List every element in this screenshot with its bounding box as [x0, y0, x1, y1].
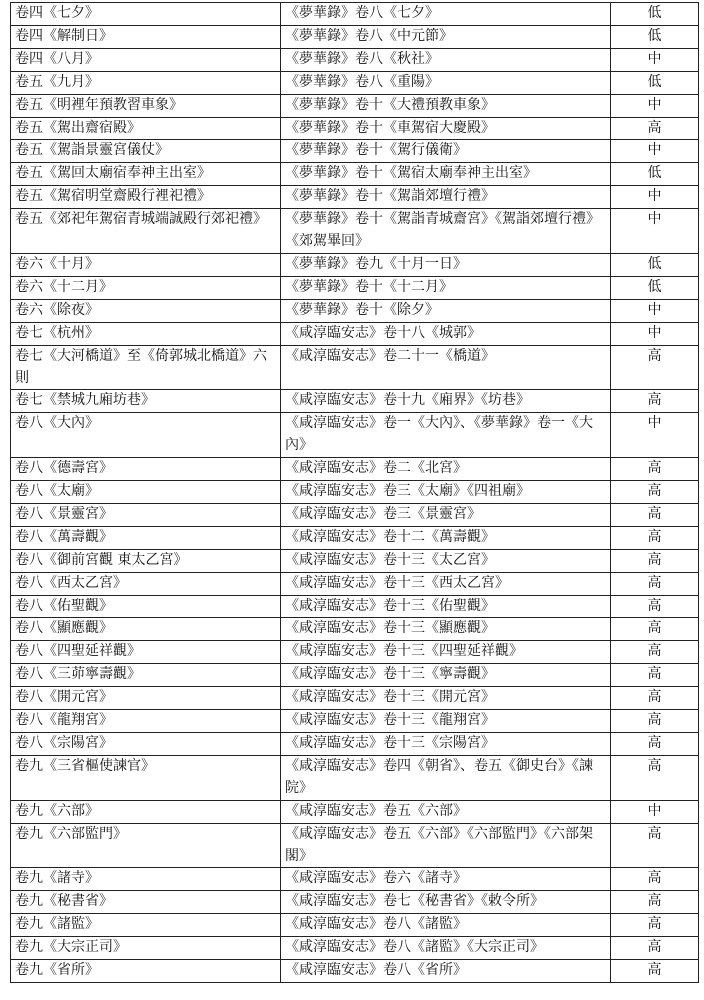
table-row [11, 595, 699, 618]
level-cell: 中 [611, 94, 699, 117]
source-cell: 《咸淳臨安志》卷八《省所》 [281, 960, 611, 983]
table-row [11, 641, 699, 664]
table-row [11, 481, 699, 504]
volume-cell: 卷六《十月》 [11, 253, 281, 276]
volume-cell: 卷八《德壽宮》 [11, 458, 281, 481]
source-cell: 《咸淳臨安志》卷十二《萬壽觀》 [281, 526, 611, 549]
volume-cell: 卷八《開元宮》 [11, 687, 281, 710]
source-cell: 《夢華錄》卷十《駕詣郊壇行禮》 [281, 186, 611, 209]
level-cell: 高 [611, 664, 699, 687]
level-cell: 中 [611, 48, 699, 71]
level-cell: 低 [611, 253, 699, 276]
level-cell: 高 [611, 117, 699, 140]
source-cell: 《夢華錄》卷九《十月一日》 [281, 253, 611, 276]
source-cell: 《咸淳臨安志》卷十三《四聖延祥觀》 [281, 641, 611, 664]
source-cell: 《咸淳臨安志》卷十九《廂界》《坊巷》 [281, 390, 611, 413]
volume-cell: 卷九《三省樞使諫官》 [11, 755, 281, 800]
table-row [11, 299, 699, 322]
source-cell: 《咸淳臨安志》卷一《大內》、《夢華錄》卷一《大內》 [281, 413, 611, 458]
table-row [11, 25, 699, 48]
level-cell: 中 [611, 299, 699, 322]
table-row [11, 48, 699, 71]
level-cell: 高 [611, 823, 699, 868]
level-cell: 中 [611, 322, 699, 345]
source-cell: 《夢華錄》卷八《中元節》 [281, 25, 611, 48]
volume-cell: 卷八《四聖延祥觀》 [11, 641, 281, 664]
volume-cell: 卷七《大河橋道》至《倚郭城北橋道》六則 [11, 345, 281, 390]
volume-cell: 卷八《御前宮觀 東太乙宮》 [11, 549, 281, 572]
volume-cell: 卷九《省所》 [11, 960, 281, 983]
level-cell: 高 [611, 755, 699, 800]
level-cell: 低 [611, 25, 699, 48]
source-cell: 《咸淳臨安志》卷十三《開元宮》 [281, 687, 611, 710]
volume-cell: 卷九《諸監》 [11, 914, 281, 937]
level-cell: 高 [611, 481, 699, 504]
level-cell: 低 [611, 276, 699, 299]
level-cell: 低 [611, 3, 699, 26]
source-cell: 《夢華錄》卷十《車駕宿大慶殿》 [281, 117, 611, 140]
level-cell: 中 [611, 186, 699, 209]
table-row [11, 71, 699, 94]
level-cell: 低 [611, 71, 699, 94]
table-row [11, 458, 699, 481]
volume-cell: 卷八《顯應觀》 [11, 618, 281, 641]
volume-cell: 卷九《秘書省》 [11, 891, 281, 914]
volume-cell: 卷八《佑聖觀》 [11, 595, 281, 618]
level-cell: 中 [611, 140, 699, 163]
table-row [11, 3, 699, 26]
level-cell: 高 [611, 503, 699, 526]
table-row [11, 572, 699, 595]
source-cell: 《夢華錄》卷十《十二月》 [281, 276, 611, 299]
volume-cell: 卷九《諸寺》 [11, 868, 281, 891]
source-cell: 《咸淳臨安志》卷二十一《橋道》 [281, 345, 611, 390]
table-row [11, 960, 699, 983]
table-row [11, 891, 699, 914]
table-row [11, 390, 699, 413]
source-cell: 《夢華錄》卷十《駕行儀衛》 [281, 140, 611, 163]
level-cell: 中 [611, 800, 699, 823]
level-cell: 中 [611, 413, 699, 458]
table-row [11, 253, 699, 276]
source-cell: 《咸淳臨安志》卷四《朝省》、卷五《御史台》《諫院》 [281, 755, 611, 800]
table-row [11, 755, 699, 800]
source-cell: 《夢華錄》卷十《大禮預教車象》 [281, 94, 611, 117]
source-cell: 《咸淳臨安志》卷十八《城郭》 [281, 322, 611, 345]
source-cell: 《夢華錄》卷十《除夕》 [281, 299, 611, 322]
source-cell: 《咸淳臨安志》卷八《諸監》《大宗正司》 [281, 937, 611, 960]
table-row [11, 733, 699, 756]
level-cell: 高 [611, 458, 699, 481]
volume-cell: 卷八《萬壽觀》 [11, 526, 281, 549]
volume-cell: 卷七《杭州》 [11, 322, 281, 345]
volume-cell: 卷八《龍翔宮》 [11, 710, 281, 733]
table-row [11, 618, 699, 641]
source-cell: 《夢華錄》卷十《駕詣青城齋宮》《駕詣郊壇行禮》《郊駕畢回》 [281, 209, 611, 254]
table-row [11, 322, 699, 345]
volume-cell: 卷九《六部監門》 [11, 823, 281, 868]
table-row [11, 937, 699, 960]
table-row [11, 800, 699, 823]
volume-cell: 卷五《駕出齋宿殿》 [11, 117, 281, 140]
source-cell: 《咸淳臨安志》卷三《景靈宮》 [281, 503, 611, 526]
volume-cell: 卷六《除夜》 [11, 299, 281, 322]
source-cell: 《咸淳臨安志》卷十三《宗陽宮》 [281, 733, 611, 756]
volume-cell: 卷四《八月》 [11, 48, 281, 71]
table-row [11, 687, 699, 710]
table-row [11, 526, 699, 549]
volume-cell: 卷八《大內》 [11, 413, 281, 458]
volume-cell: 卷八《景靈宮》 [11, 503, 281, 526]
level-cell: 高 [611, 868, 699, 891]
source-cell: 《夢華錄》卷十《駕宿太廟奉神主出室》 [281, 163, 611, 186]
level-cell: 高 [611, 572, 699, 595]
table-row [11, 117, 699, 140]
level-cell: 高 [611, 526, 699, 549]
source-cell: 《咸淳臨安志》卷十三《佑聖觀》 [281, 595, 611, 618]
source-cell: 《夢華錄》卷八《七夕》 [281, 3, 611, 26]
source-cell: 《咸淳臨安志》卷十三《龍翔宮》 [281, 710, 611, 733]
source-cell: 《咸淳臨安志》卷六《諸寺》 [281, 868, 611, 891]
table-row [11, 94, 699, 117]
table-row [11, 276, 699, 299]
source-cell: 《咸淳臨安志》卷十三《太乙宮》 [281, 549, 611, 572]
volume-cell: 卷九《六部》 [11, 800, 281, 823]
level-cell: 高 [611, 710, 699, 733]
table-row [11, 549, 699, 572]
level-cell: 高 [611, 937, 699, 960]
volume-cell: 卷四《解制日》 [11, 25, 281, 48]
source-cell: 《咸淳臨安志》卷十三《西太乙宮》 [281, 572, 611, 595]
volume-cell: 卷六《十二月》 [11, 276, 281, 299]
level-cell: 高 [611, 914, 699, 937]
source-cell: 《夢華錄》卷八《重陽》 [281, 71, 611, 94]
source-cell: 《咸淳臨安志》卷七《秘書省》《敕令所》 [281, 891, 611, 914]
volume-cell: 卷五《駕宿明堂齋殿行裡祀禮》 [11, 186, 281, 209]
level-cell: 高 [611, 641, 699, 664]
level-cell: 高 [611, 733, 699, 756]
volume-cell: 卷四《七夕》 [11, 3, 281, 26]
source-cell: 《咸淳臨安志》卷二《北宮》 [281, 458, 611, 481]
source-cell: 《咸淳臨安志》卷十三《顯應觀》 [281, 618, 611, 641]
volume-cell: 卷八《太廟》 [11, 481, 281, 504]
level-cell: 高 [611, 618, 699, 641]
table-row [11, 140, 699, 163]
volume-cell: 卷五《駕詣景靈宮儀仗》 [11, 140, 281, 163]
level-cell: 高 [611, 595, 699, 618]
level-cell: 高 [611, 960, 699, 983]
level-cell: 高 [611, 891, 699, 914]
volume-cell: 卷八《宗陽宮》 [11, 733, 281, 756]
volume-cell: 卷五《郊祀年駕宿青城端誠殿行郊祀禮》 [11, 209, 281, 254]
table-row [11, 664, 699, 687]
table-row [11, 914, 699, 937]
table-row [11, 710, 699, 733]
volume-cell: 卷八《三茆寧壽觀》 [11, 664, 281, 687]
table-row [11, 209, 699, 254]
table-row [11, 413, 699, 458]
volume-cell: 卷九《大宗正司》 [11, 937, 281, 960]
source-cell: 《咸淳臨安志》卷五《六部》《六部監門》《六部架閣》 [281, 823, 611, 868]
level-cell: 高 [611, 687, 699, 710]
level-cell: 低 [611, 163, 699, 186]
volume-cell: 卷八《西太乙宮》 [11, 572, 281, 595]
source-cell: 《咸淳臨安志》卷八《諸監》 [281, 914, 611, 937]
table-row [11, 823, 699, 868]
source-cell: 《夢華錄》卷八《秋社》 [281, 48, 611, 71]
source-comparison-table [10, 2, 699, 983]
level-cell: 高 [611, 345, 699, 390]
table-row [11, 163, 699, 186]
table-body [11, 3, 699, 983]
source-cell: 《咸淳臨安志》卷五《六部》 [281, 800, 611, 823]
volume-cell: 卷七《禁城九廂坊巷》 [11, 390, 281, 413]
table-row [11, 868, 699, 891]
volume-cell: 卷五《九月》 [11, 71, 281, 94]
table-row [11, 186, 699, 209]
table-row [11, 345, 699, 390]
source-cell: 《咸淳臨安志》卷三《太廟》《四祖廟》 [281, 481, 611, 504]
level-cell: 中 [611, 209, 699, 254]
source-cell: 《咸淳臨安志》卷十三《寧壽觀》 [281, 664, 611, 687]
level-cell: 高 [611, 549, 699, 572]
level-cell: 高 [611, 390, 699, 413]
volume-cell: 卷五《駕回太廟宿奉神主出室》 [11, 163, 281, 186]
volume-cell: 卷五《明裡年預教習車象》 [11, 94, 281, 117]
table-row [11, 503, 699, 526]
